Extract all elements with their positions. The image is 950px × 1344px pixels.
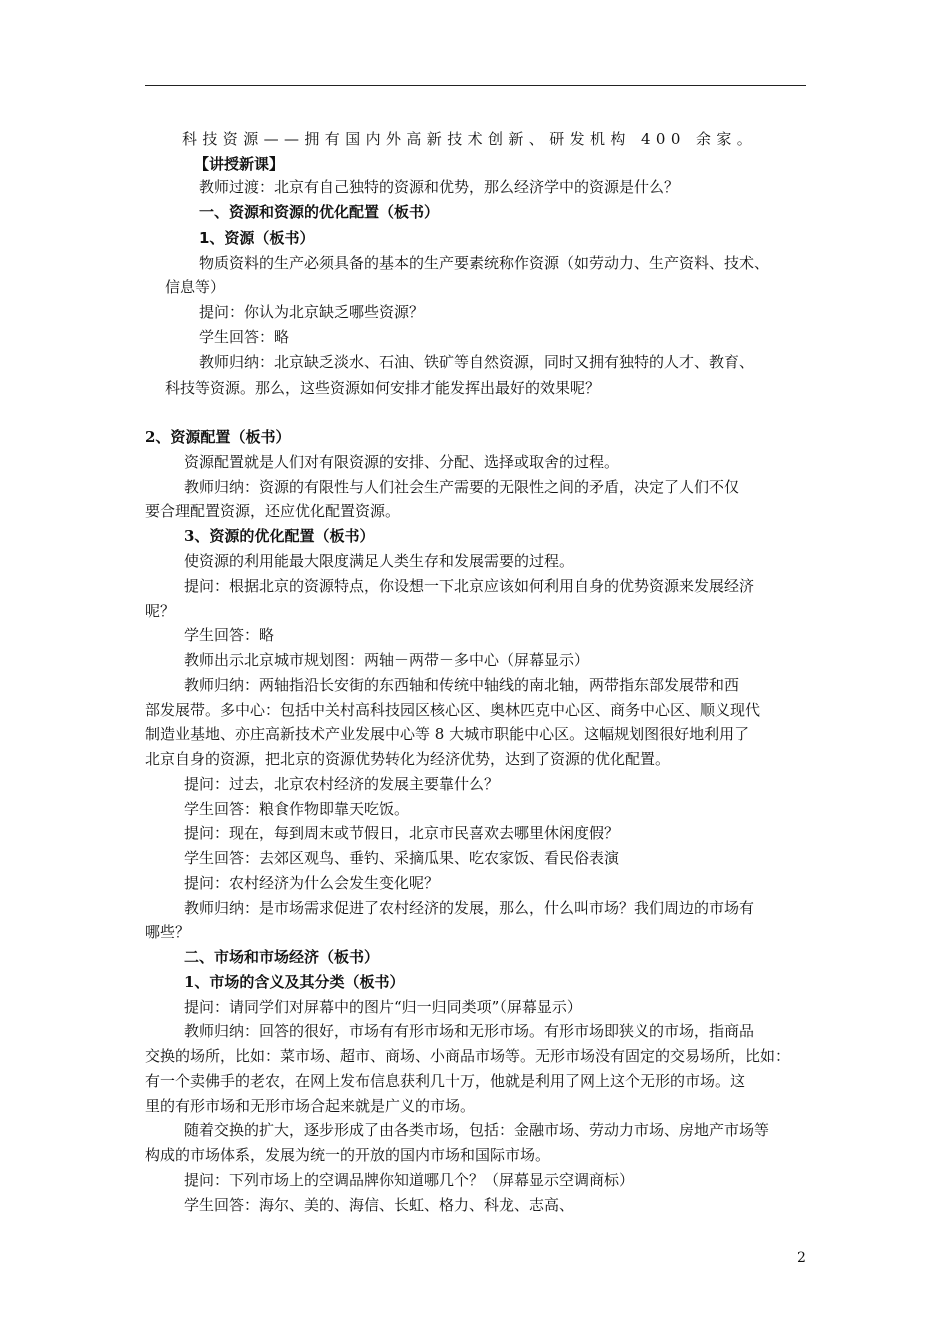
text-line: 提问：你认为北京缺乏哪些资源？ xyxy=(199,303,425,321)
text-line: 提问：请同学们对屏幕中的图片“归一归同类项”（屏幕显示） xyxy=(184,998,582,1016)
text-line: 有一个卖佛手的老农，在网上发布信息获利几十万，他就是利用了网上这个无形的市场。这 xyxy=(145,1072,746,1090)
text-line: 学生回答：略 xyxy=(199,328,290,346)
text-line: 学生回答：海尔、美的、海信、长虹、格力、科龙、志高、 xyxy=(184,1196,575,1214)
text-line: 物质资料的生产必须具备的基本的生产要素统称作资源（如劳动力、生产资料、技术、 xyxy=(199,254,770,272)
heading-resources: 1、资源（板书） xyxy=(199,229,315,247)
text-line: 要合理配置资源，还应优化配置资源。 xyxy=(145,502,401,520)
text-line: 里的有形市场和无形市场合起来就是广义的市场。 xyxy=(145,1097,476,1115)
text-line: 信息等） xyxy=(165,278,226,296)
text-line: 制造业基地、亦庄高新技术产业发展中心等 8 大城市职能中心区。这幅规划图很好地利用了 xyxy=(145,725,750,743)
text-line: 学生回答：粮食作物即靠天吃饭。 xyxy=(184,800,410,818)
text-line: 科技等资源。那么，这些资源如何安排才能发挥出最好的效果呢？ xyxy=(165,379,601,397)
heading-optimal-allocation: 3、资源的优化配置（板书） xyxy=(184,527,375,545)
text-line: 随着交换的扩大，逐步形成了由各类市场，包括：金融市场、劳动力市场、房地产市场等 xyxy=(184,1121,770,1139)
text-line: 提问：现在，每到周末或节假日，北京市民喜欢去哪里休闲度假？ xyxy=(184,824,620,842)
text-line: 哪些？ xyxy=(145,923,191,941)
text-line: 提问：下列市场上的空调品牌你知道哪几个？（屏幕显示空调商标） xyxy=(184,1171,635,1189)
text-line-tech-resources: 科技资源——拥有国内外高新技术创新、研发机构 400 余家。 xyxy=(182,130,758,148)
text-line: 提问：过去，北京农村经济的发展主要靠什么？ xyxy=(184,775,500,793)
text-line: 提问：根据北京的资源特点，你设想一下北京应该如何利用自身的优势资源来发展经济 xyxy=(184,577,755,595)
text-line: 教师归纳：两轴指沿长安街的东西轴和传统中轴线的南北轴，两带指东部发展带和西 xyxy=(184,676,740,694)
heading-resource-allocation: 2、资源配置（板书） xyxy=(145,428,291,446)
heading-section-2: 二、市场和市场经济（板书） xyxy=(184,948,380,966)
text-line: 使资源的利用能最大限度满足人类生存和发展需要的过程。 xyxy=(184,552,575,570)
text-line: 构成的市场体系，发展为统一的开放的国内市场和国际市场。 xyxy=(145,1146,551,1164)
text-line: 学生回答：略 xyxy=(184,626,275,644)
heading-section-1: 一、资源和资源的优化配置（板书） xyxy=(199,203,440,221)
text-line: 资源配置就是人们对有限资源的安排、分配、选择或取舍的过程。 xyxy=(184,453,620,471)
heading-market-definition: 1、市场的含义及其分类（板书） xyxy=(184,973,405,991)
text-line: 教师出示北京城市规划图：两轴－两带－多中心（屏幕显示） xyxy=(184,651,590,669)
text-line: 教师归纳：北京缺乏淡水、石油、铁矿等自然资源，同时又拥有独特的人才、教育、 xyxy=(199,353,755,371)
text-line: 教师归纳：资源的有限性与人们社会生产需要的无限性之间的矛盾，决定了人们不仅 xyxy=(184,478,740,496)
page-number: 2 xyxy=(797,1250,806,1266)
header-rule xyxy=(145,85,806,86)
text-line: 学生回答：去郊区观鸟、垂钓、采摘瓜果、吃农家饭、看民俗表演 xyxy=(184,849,620,867)
text-line: 呢？ xyxy=(145,602,176,620)
text-line: 北京自身的资源，把北京的资源优势转化为经济优势，达到了资源的优化配置。 xyxy=(145,750,671,768)
text-line: 交换的场所，比如：菜市场、超市、商场、小商品市场等。无形市场没有固定的交易场所，比如： xyxy=(145,1047,791,1065)
heading-new-lesson: 【讲授新课】 xyxy=(194,155,285,173)
text-line: 教师归纳：是市场需求促进了农村经济的发展，那么，什么叫市场？我们周边的市场有 xyxy=(184,899,755,917)
text-line: 提问：农村经济为什么会发生变化呢？ xyxy=(184,874,440,892)
text-line: 教师过渡：北京有自己独特的资源和优势，那么经济学中的资源是什么？ xyxy=(199,178,680,196)
text-line: 教师归纳：回答的很好，市场有有形市场和无形市场。有形市场即狭义的市场，指商品 xyxy=(184,1022,755,1040)
text-line: 部发展带。多中心：包括中关村高科技园区核心区、奥林匹克中心区、商务中心区、顺义现代 xyxy=(145,701,761,719)
